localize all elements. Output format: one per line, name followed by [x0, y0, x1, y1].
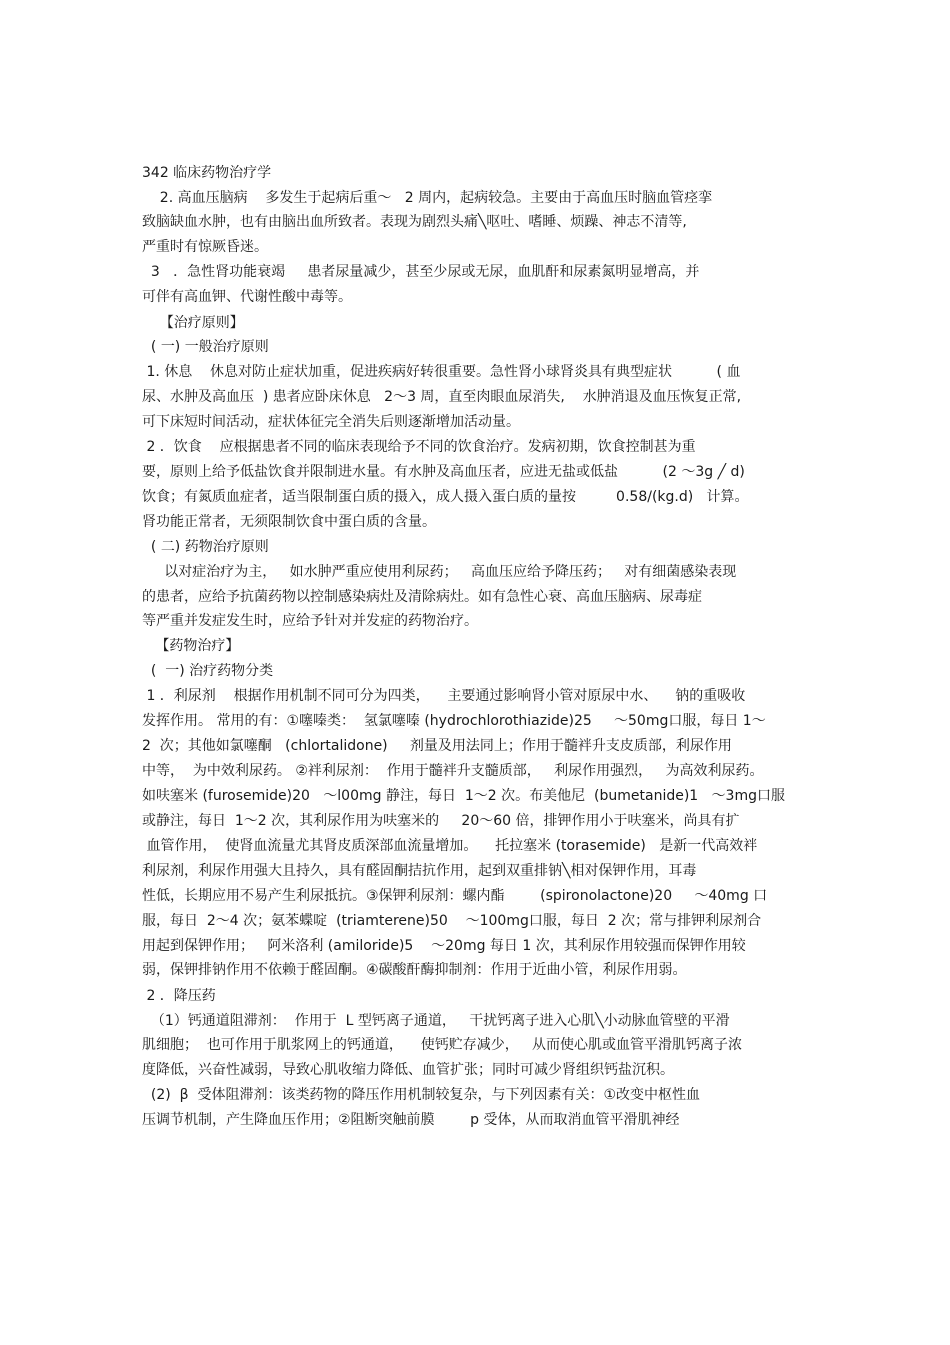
- text-line: 尿、水肿及高血压 ) 患者应卧床休息 2～3 周，直至肉眼血尿消失, 水肿消退及血压恢复正常,: [142, 389, 742, 405]
- text-line: 要，原则上给予低盐饮食并限制进水量。有水肿及高血压者，应进无盐或低盐 (2 ～3g ╱ d): [142, 464, 745, 480]
- text-line: (2) β 受体阻滞剂：该类药物的降压作用机制较复杂，与下列因素有关：①改变中枢性血: [142, 1087, 701, 1103]
- text-line: 等严重并发症发生时，应给予针对并发症的药物治疗。: [142, 613, 478, 629]
- section-heading: 【治疗原则】: [142, 315, 244, 331]
- text-line: 肌细胞； 也可作用于肌浆网上的钙通道， 使钙贮存减少， 从而使心肌或血管平滑肌钙离子浓: [142, 1037, 743, 1053]
- text-line: 1. 休息 休息对防止症状加重，促进疾病好转很重要。急性肾小球肾炎具有典型症状 ( 血: [142, 364, 741, 380]
- text-line: 压调节机制，产生降血压作用；②阻断突触前膜 p 受体，从而取消血管平滑肌神经: [142, 1112, 680, 1128]
- text-line: 1 ．利尿剂 根据作用机制不同可分为四类， 主要通过影响肾小管对原尿中水、 钠的重吸收: [142, 688, 746, 704]
- text-line: 饮食；有氮质血症者，适当限制蛋白质的摄入，成人摄入蛋白质的量按 0.58/(kg.d) 计算。: [142, 489, 749, 505]
- text-line: （1）钙通道阻滞剂： 作用于 L 型钙离子通道， 干扰钙离子进入心肌╲小动脉血管壁的平滑: [142, 1013, 730, 1029]
- text-line: 如呋塞米 (furosemide)20 ～l00mg 静注，每日 1～2 次。布美他尼 (bumetanide)1 ～3mg口服: [142, 788, 785, 804]
- text-line: 血管作用， 使肾血流量尤其肾皮质深部血流量增加。 托拉塞米 (torasemide) 是新一代高效袢: [142, 838, 758, 854]
- text-line: 或静注，每日 1～2 次，其利尿作用为呋塞米的 20～60 倍，排钾作用小于呋塞米，尚具有扩: [142, 813, 740, 829]
- text-line: 中等， 为中效利尿药。 ②袢利尿剂： 作用于髓袢升支髓质部， 利尿作用强烈， 为高效利尿药。: [142, 763, 764, 779]
- text-line: 可伴有高血钾、代谢性酸中毒等。: [142, 289, 352, 305]
- text-line: 发挥作用。 常用的有：①噻嗪类： 氢氯噻嗪 (hydrochlorothiazide)25 ～50mg口服，每日 1～: [142, 713, 766, 729]
- text-line: 2. 高血压脑病 多发生于起病后重～ 2 周内，起病较急。主要由于高血压时脑血管痉挛: [142, 190, 713, 206]
- text-line: 的患者，应给予抗菌药物以控制感染病灶及清除病灶。如有急性心衰、高血压脑病、尿毒症: [142, 589, 702, 605]
- subsection-heading: ( 二) 药物治疗原则: [142, 539, 269, 555]
- text-line: 可下床短时间活动，症状体征完全消失后则逐渐增加活动量。: [142, 414, 520, 430]
- text-line: 度降低，兴奋性减弱，导致心肌收缩力降低、血管扩张；同时可减少肾组织钙盐沉积。: [142, 1062, 674, 1078]
- subsection-heading: ( 一) 治疗药物分类: [142, 663, 274, 679]
- text-line: 3 ．急性肾功能衰竭 患者尿量减少，甚至少尿或无尿，血肌酐和尿素氮明显增高，并: [142, 264, 700, 280]
- text-line: 2 ．饮食 应根据患者不同的临床表现给予不同的饮食治疗。发病初期，饮食控制甚为重: [142, 439, 696, 455]
- text-line: 2 次；其他如氯噻酮 (chlortalidone) 剂量及用法同上；作用于髓袢升支皮质部，利尿作用: [142, 738, 732, 754]
- text-line: 以对症治疗为主， 如水肿严重应使用利尿药； 高血压应给予降压药； 对有细菌感染表现: [142, 564, 737, 580]
- subsection-heading: ( 一) 一般治疗原则: [142, 339, 269, 355]
- text-line: 致脑缺血水肿，也有由脑出血所致者。表现为剧烈头痛╲呕吐、嗜睡、烦躁、神志不清等,: [142, 214, 687, 230]
- section-heading: 【药物治疗】: [142, 638, 240, 654]
- text-line: 服，每日 2～4 次；氨苯蝶啶 (triamterene)50 ～100mg口服，每日 2 次；常与排钾利尿剂合: [142, 913, 762, 929]
- text-line: 2 ．降压药: [142, 988, 216, 1004]
- page-header: 342 临床药物治疗学: [142, 165, 272, 181]
- text-line: 利尿剂，利尿作用强大且持久，具有醛固酮拮抗作用，起到双重排钠╲相对保钾作用，耳毒: [142, 863, 697, 879]
- text-line: 严重时有惊厥昏迷。: [142, 239, 268, 255]
- text-line: 肾功能正常者，无须限制饮食中蛋白质的含量。: [142, 514, 436, 530]
- text-line: 性低，长期应用不易产生利尿抵抗。③保钾利尿剂：螺内酯 (spironolactone)20 ～40mg 口: [142, 888, 768, 904]
- text-line: 弱，保钾排钠作用不依赖于醛固酮。④碳酸酐酶抑制剂：作用于近曲小管，利尿作用弱。: [142, 962, 687, 978]
- text-line: 用起到保钾作用； 阿米洛利 (amiloride)5 ～20mg 每日 1 次，其利尿作用较强而保钾作用较: [142, 938, 746, 954]
